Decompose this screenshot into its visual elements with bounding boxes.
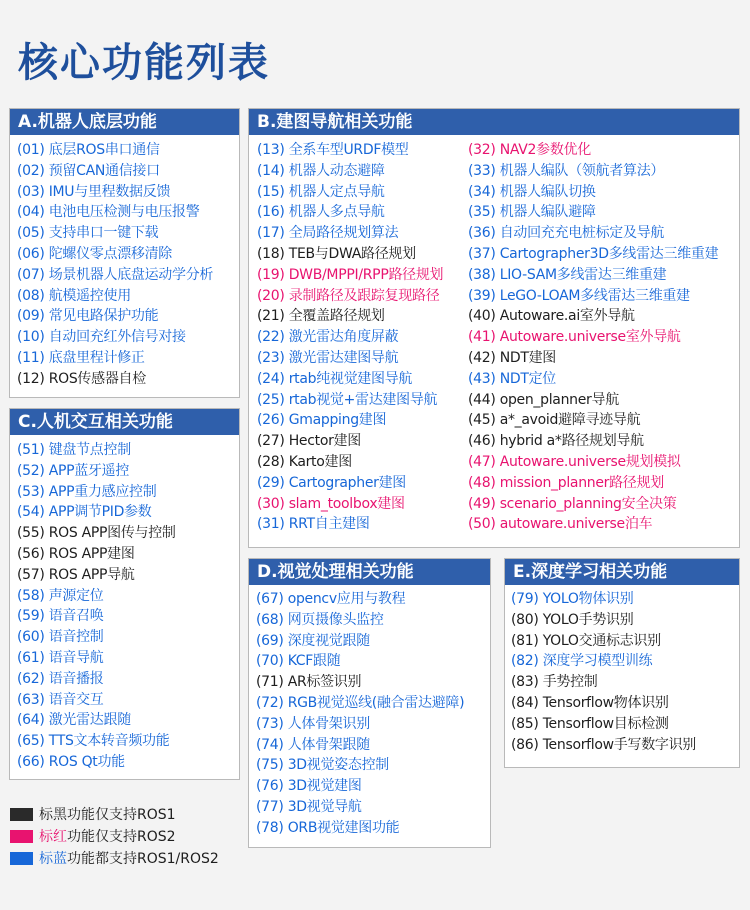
feature-item: (02) 预留CAN通信接口 <box>17 162 160 179</box>
feature-item: (01) 底层ROS串口通信 <box>17 142 160 158</box>
feature-item: (56) ROS APP建图 <box>17 545 135 562</box>
feature-item: (47) Autoware.universe规划模拟 <box>468 453 681 470</box>
feature-item: (06) 陀螺仪零点漂移清除 <box>17 245 172 262</box>
feature-item: (15) 机器人定点导航 <box>257 183 385 200</box>
section-d-header: D.视觉处理相关功能 <box>249 559 490 585</box>
feature-item: (24) rtab纯视觉建图导航 <box>257 370 413 387</box>
feature-item: (63) 语音交互 <box>17 691 104 708</box>
feature-item: (26) Gmapping建图 <box>257 412 387 429</box>
feature-item: (44) open_planner导航 <box>468 391 619 408</box>
feature-item: (10) 自动回充红外信号对接 <box>17 329 186 346</box>
page-title: 核心功能列表 <box>18 40 270 86</box>
feature-item: (04) 电池电压检测与电压报警 <box>17 204 200 221</box>
feature-item: (75) 3D视觉姿态控制 <box>256 757 389 774</box>
feature-item: (46) hybrid a*路径规划导航 <box>468 433 644 450</box>
feature-item: (41) Autoware.universe室外导航 <box>468 329 681 346</box>
feature-item: (28) Karto建图 <box>257 453 352 470</box>
feature-item: (35) 机器人编队避障 <box>468 204 596 221</box>
feature-item: (73) 人体骨架识别 <box>256 715 370 732</box>
feature-item: (68) 网页摄像头监控 <box>256 611 384 628</box>
section-b-list-right <box>468 140 718 535</box>
feature-item: (52) APP蓝牙遥控 <box>17 462 130 479</box>
feature-item: (21) 全覆盖路径规划 <box>257 308 385 325</box>
feature-item: (72) RGB视觉巡线(融合雷达避障) <box>256 694 465 711</box>
section-b-list-left <box>257 140 443 535</box>
feature-item: (12) ROS传感器自检 <box>17 370 146 387</box>
legend-swatch-black <box>10 808 33 821</box>
feature-item: (33) 机器人编队（领航者算法） <box>468 162 665 179</box>
feature-item: (74) 人体骨架跟随 <box>256 736 370 753</box>
feature-item: (18) TEB与DWA路径规划 <box>257 245 416 262</box>
feature-item: (38) LIO-SAM多线雷达三维重建 <box>468 266 667 283</box>
feature-item: (34) 机器人编队切换 <box>468 183 596 200</box>
feature-item: (59) 语音召唤 <box>17 608 104 625</box>
section-b-panel <box>248 108 740 548</box>
feature-item: (42) NDT建图 <box>468 349 556 366</box>
feature-item: (66) ROS Qt功能 <box>17 753 125 770</box>
feature-item: (83) 手势控制 <box>511 674 598 691</box>
section-a-panel <box>9 108 240 398</box>
feature-item: (14) 机器人动态避障 <box>257 162 385 179</box>
legend-row-ros2 <box>10 825 219 847</box>
legend <box>10 803 219 869</box>
feature-item: (61) 语音导航 <box>17 649 104 666</box>
feature-item: (79) YOLO物体识别 <box>511 591 634 607</box>
feature-item: (57) ROS APP导航 <box>17 566 135 583</box>
legend-key: 标黑 <box>39 807 67 823</box>
legend-text: 功能仅支持ROS2 <box>67 829 176 845</box>
feature-item: (22) 激光雷达角度屏蔽 <box>257 329 399 346</box>
feature-item: (50) autoware.universe泊车 <box>468 516 653 533</box>
feature-item: (65) TTS文本转音频功能 <box>17 733 170 750</box>
feature-item: (49) scenario_planning安全决策 <box>468 495 677 512</box>
feature-item: (67) opencv应用与教程 <box>256 591 406 607</box>
feature-item: (76) 3D视觉建图 <box>256 778 362 795</box>
feature-item: (55) ROS APP图传与控制 <box>17 525 176 542</box>
feature-item: (32) NAV2参数优化 <box>468 142 591 158</box>
section-e-header: E.深度学习相关功能 <box>505 559 739 585</box>
section-d-list <box>256 589 464 839</box>
section-a-header: A.机器人底层功能 <box>10 109 239 135</box>
feature-item: (39) LeGO-LOAM多线雷达三维重建 <box>468 287 690 304</box>
feature-item: (20) 录制路径及跟踪复现路径 <box>257 287 440 304</box>
legend-key: 标蓝 <box>39 851 67 867</box>
feature-item: (84) Tensorflow物体识别 <box>511 694 669 711</box>
feature-item: (54) APP调节PID参数 <box>17 504 152 521</box>
legend-row-both <box>10 847 219 869</box>
feature-item: (08) 航模遥控使用 <box>17 287 131 304</box>
feature-item: (19) DWB/MPPI/RPP路径规划 <box>257 266 444 283</box>
section-e-panel <box>504 558 740 768</box>
feature-item: (43) NDT定位 <box>468 370 556 387</box>
section-d-panel <box>248 558 491 848</box>
feature-item: (03) IMU与里程数据反馈 <box>17 183 171 200</box>
section-a-list <box>17 140 213 390</box>
feature-item: (25) rtab视觉+雷达建图导航 <box>257 391 438 408</box>
legend-swatch-blue <box>10 852 33 865</box>
feature-item: (17) 全局路径规划算法 <box>257 225 399 242</box>
feature-item: (64) 激光雷达跟随 <box>17 712 131 729</box>
legend-text: 功能都支持ROS1/ROS2 <box>67 851 219 867</box>
feature-item: (31) RRT自主建图 <box>257 516 370 533</box>
feature-item: (69) 深度视觉跟随 <box>256 632 370 649</box>
feature-item: (27) Hector建图 <box>257 433 361 450</box>
feature-item: (77) 3D视觉导航 <box>256 798 362 815</box>
feature-item: (70) KCF跟随 <box>256 653 341 670</box>
legend-text: 功能仅支持ROS1 <box>67 807 176 823</box>
feature-item: (60) 语音控制 <box>17 629 104 646</box>
feature-item: (58) 声源定位 <box>17 587 104 604</box>
section-b-header: B.建图导航相关功能 <box>249 109 739 135</box>
feature-item: (29) Cartographer建图 <box>257 474 407 491</box>
feature-item: (30) slam_toolbox建图 <box>257 495 405 512</box>
feature-item: (62) 语音播报 <box>17 670 104 687</box>
section-c-list <box>17 440 176 773</box>
feature-item: (78) ORB视觉建图功能 <box>256 819 400 836</box>
feature-item: (51) 键盘节点控制 <box>17 442 131 458</box>
feature-item: (53) APP重力感应控制 <box>17 483 157 500</box>
feature-item: (13) 全系车型URDF模型 <box>257 142 409 158</box>
legend-key: 标红 <box>39 829 67 845</box>
legend-row-ros1 <box>10 803 219 825</box>
feature-item: (86) Tensorflow手写数字识别 <box>511 736 696 753</box>
feature-item: (05) 支持串口一键下载 <box>17 225 159 242</box>
feature-item: (23) 激光雷达建图导航 <box>257 349 399 366</box>
section-c-header: C.人机交互相关功能 <box>10 409 239 435</box>
feature-item: (16) 机器人多点导航 <box>257 204 385 221</box>
feature-item: (36) 自动回充充电桩标定及导航 <box>468 225 665 242</box>
feature-item: (82) 深度学习模型训练 <box>511 653 653 670</box>
section-e-list <box>511 589 696 755</box>
feature-item: (40) Autoware.ai室外导航 <box>468 308 635 325</box>
feature-item: (48) mission_planner路径规划 <box>468 474 664 491</box>
feature-item: (11) 底盘里程计修正 <box>17 349 145 366</box>
feature-item: (09) 常见电路保护功能 <box>17 308 159 325</box>
feature-item: (07) 场景机器人底盘运动学分析 <box>17 266 214 283</box>
feature-item: (81) YOLO交通标志识别 <box>511 632 661 649</box>
feature-item: (80) YOLO手势识别 <box>511 611 634 628</box>
feature-item: (37) Cartographer3D多线雷达三维重建 <box>468 245 719 262</box>
legend-swatch-red <box>10 830 33 843</box>
feature-item: (85) Tensorflow目标检测 <box>511 715 669 732</box>
feature-item: (45) a*_avoid避障寻迹导航 <box>468 412 641 429</box>
feature-item: (71) AR标签识别 <box>256 674 362 691</box>
section-c-panel <box>9 408 240 780</box>
